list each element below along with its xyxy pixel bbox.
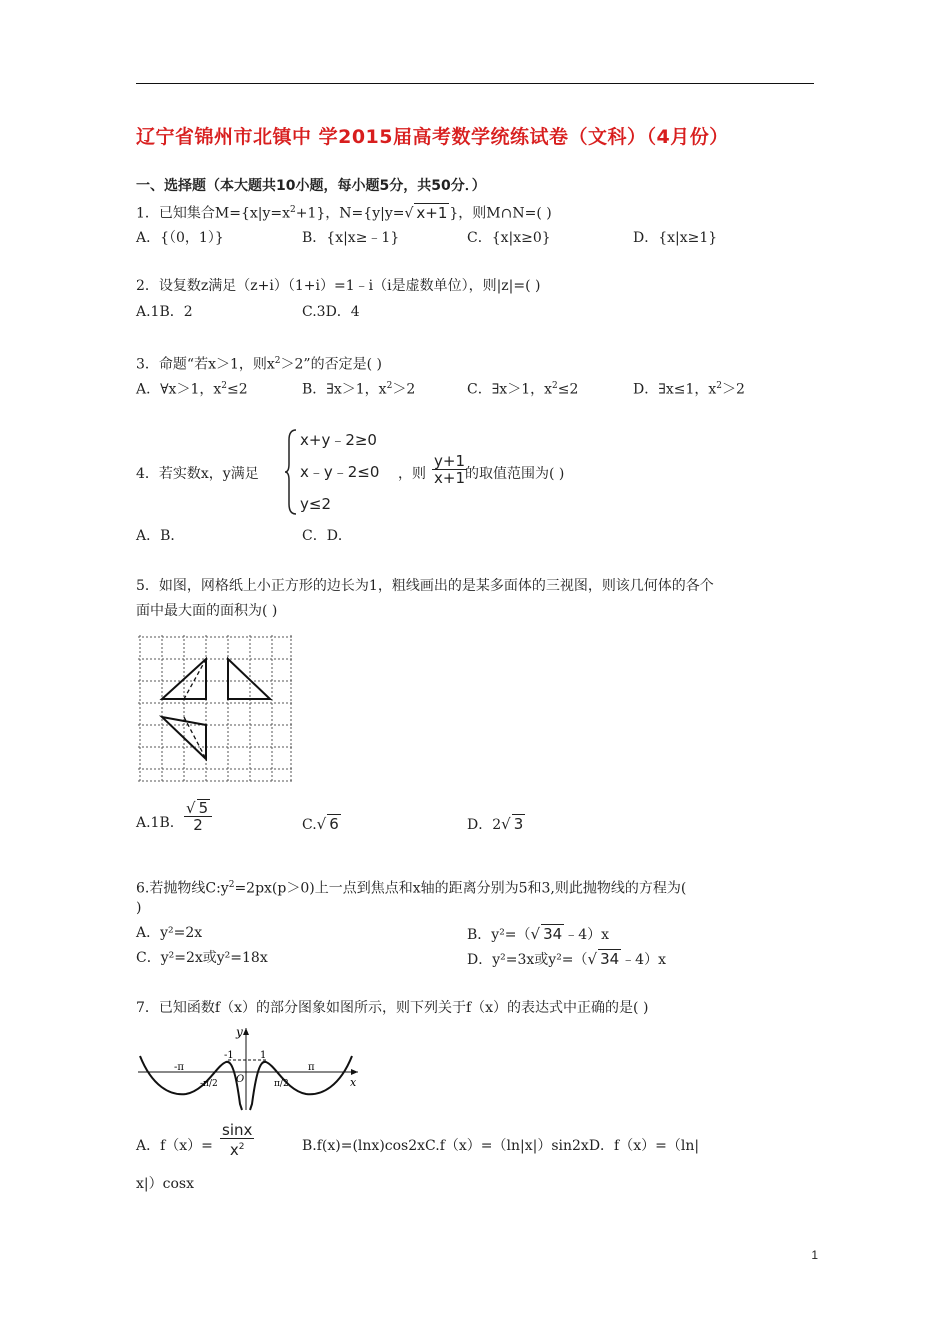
q3-c-text-b: ≤2 [557,381,579,398]
q3-d-text: D．∃x≤1，x [633,381,717,398]
q5-d-radicand: 3 [513,815,524,833]
q4-option-cd: C．D． [302,528,352,544]
q3-b-text: B．∃x＞1，x [302,381,387,398]
q4-fraction [432,453,467,486]
q3-option-a [136,377,248,399]
question-1-stem [136,201,552,223]
q4-option-ab: A．B． [136,528,185,544]
function-graph [136,1024,366,1114]
q2-option-cd: C.3D．4 [302,304,360,320]
sqrt-icon: √ [530,925,541,943]
brace-icon [284,428,298,516]
q3-c-text: C．∃x＞1，x [467,381,553,398]
q4-text-b: ，则 [398,466,426,482]
q1-sup: 2 [290,205,296,215]
header-rule [136,83,814,84]
q3-option-c [467,377,578,399]
question-4-lead: 4．若实数x，y满足 [136,466,259,482]
sqrt-icon: √ [501,815,511,833]
label-half-pi: π/2 [274,1079,289,1089]
q5-option-b-fraction [184,799,212,833]
three-view-figure [136,633,296,785]
q5-option-a-text: A.1B. [136,815,175,831]
q7-option-d-cont: x|）cosx [136,1176,194,1192]
q3-option-b [302,377,415,399]
x-axis-arrow-icon [351,1069,358,1075]
q6-text-a: 6.若抛物线C:y [136,880,229,897]
q6-d-radicand: 34 [600,950,620,968]
hidden-edges [184,659,206,759]
q4-frac-den: x+1 [434,469,465,487]
q6-d-text-a: D．y²=3x或y²=（ [467,952,588,968]
q4-system-line-1: x+y﹣2≥0 [300,431,377,449]
label-x: x [350,1076,357,1089]
sqrt-icon: √ [186,799,196,817]
q6-d-text-b: ﹣4）x [621,952,666,968]
q4-system-line-3: y≤2 [300,495,331,513]
q1-text-c: }，则M∩N=( ) [449,205,552,222]
question-5-stem-2: 面中最大面的面积为( ) [136,603,278,619]
label-one: 1 [260,1050,267,1061]
question-2-stem: 2．设复数z满足（z+i）（1+i）=1﹣i（i是虚数单位），则|z|=( ) [136,278,541,294]
q7-options-bcd: B.f(x)=(lnx)cos2xC.f（x）=（ln|x|）sin2xD．f（x）=（ln| [302,1138,700,1154]
q6-b-radicand: 34 [543,925,563,943]
q5-option-c [302,814,341,834]
q1-text-b: +1}，N={y|y= [295,205,405,222]
label-neg-half-pi: -π/2 [200,1079,218,1089]
label-neg-one: -1 [224,1050,234,1061]
q5-b-den: 2 [193,816,203,834]
sqrt-icon: √ [316,815,327,833]
q3-b-text-b: ＞2 [392,381,416,398]
label-origin: O [236,1074,245,1085]
question-3-stem [136,352,382,374]
q5-c-radicand: 6 [329,815,339,833]
q4-frac-num: y+1 [434,452,465,470]
page-number: 1 [811,1248,818,1262]
q4-system-line-2: x﹣y﹣2≤0 [300,463,380,481]
q1-option-d: D．{x|x≥1} [633,230,718,246]
curve-right [250,1056,352,1110]
q3-option-d [633,377,745,399]
q6-sup: 2 [228,880,235,890]
q2-option-ab: A.1B．2 [136,304,193,320]
sqrt-icon: √ [587,950,598,968]
q5-option-ab [136,814,174,832]
label-y: y [236,1025,243,1039]
question-5-stem-1: 5．如图，网格纸上小正方形的边长为1，粗线画出的是某多面体的三视图，则该几何体的各个 [136,578,714,594]
question-7-stem: 7．已知函数f（x）的部分图象如图所示，则下列关于f（x）的表达式中正确的是( ) [136,1000,649,1016]
q3-text-b: ＞2”的否定是( ) [280,356,382,373]
q1-text-a: 1．已知集合M={x|y=x [136,205,291,222]
q3-sup: 2 [274,356,281,366]
q3-b-sup: 2 [386,381,393,391]
view-outlines [162,659,270,759]
q7-option-a: A．f（x）= [136,1138,213,1154]
q1-option-b: B．{x|x≥﹣1} [302,230,400,246]
q1-option-a: A．{（0，1）} [136,230,224,246]
q7-a-den [220,1139,254,1158]
q6-option-b [467,924,609,944]
q1-option-c: C．{x|x≥0} [467,230,551,246]
q5-d-text: D．2 [467,817,502,833]
q7-a-num: sinx [222,1121,253,1139]
paper-title: 辽宁省锦州市北镇中 学2015届高考数学统练试卷（文科）（4月份） [136,126,729,148]
q5-option-d [467,814,525,834]
grid-lines [138,635,292,783]
q3-text-a: 3．命题“若x＞1，则x [136,356,275,373]
q7-option-a-fraction [220,1122,254,1158]
q3-c-sup: 2 [552,381,558,391]
q4-text-c: 的取值范围为( ) [465,466,565,482]
q6-option-d [467,949,666,969]
q3-a-sup: 2 [221,381,227,391]
q6-text-b: =2px(p＞0)上一点到焦点和x轴的距离分别为5和3,则此抛物线的方程为( [234,880,687,897]
question-6-stem-1 [136,876,686,898]
section-heading: 一、选择题（本大题共10小题，每小题5分，共50分．） [136,178,486,194]
curve-left [140,1056,245,1110]
q6-b-text-a: B．y²=（ [467,927,531,943]
q3-d-sup: 2 [716,381,722,391]
sqrt-icon: √ [404,205,414,222]
q7-a-den-base: x [229,1141,239,1159]
q7-a-den-sup: 2 [238,1142,245,1152]
q3-a-text: A．∀x＞1，x [136,381,222,398]
question-6-stem-2: ) [136,900,142,916]
q5-b-num [184,799,212,817]
q1-radicand: x+1 [416,203,448,222]
label-neg-pi: -π [174,1062,184,1073]
q5-b-radicand: 5 [198,799,209,817]
label-pi: π [308,1062,315,1073]
q6-option-c: C．y²=2x或y²=18x [136,950,268,966]
q6-b-text-b: ﹣4）x [564,927,610,943]
q6-option-a: A．y²=2x [136,925,203,941]
q5-c-text: C. [302,817,317,833]
q3-d-text-b: ＞2 [721,381,745,398]
q3-a-text-b: ≤2 [227,381,248,398]
y-axis-arrow-icon [243,1028,249,1035]
